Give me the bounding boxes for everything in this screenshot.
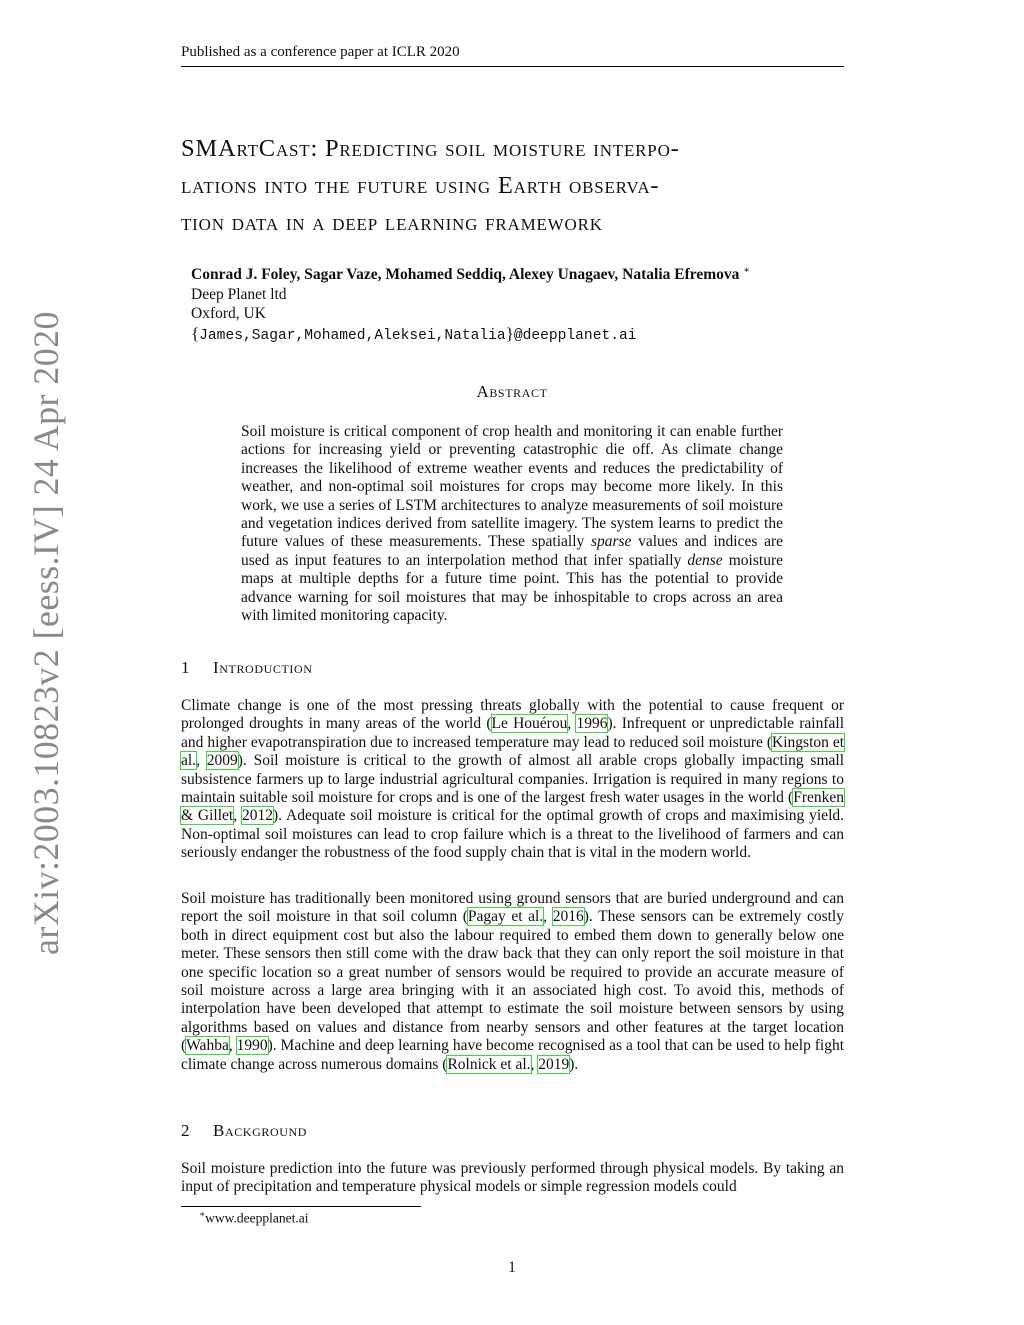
paper-title: [181, 130, 844, 241]
abstract-heading: Abstract: [476, 382, 548, 401]
citation-link[interactable]: 2019: [538, 1055, 570, 1073]
citation-link[interactable]: Pagay et al.: [467, 908, 544, 926]
title-line-3: tion data in a deep learning framework: [181, 209, 603, 236]
citation-link[interactable]: Kingston et al.: [181, 733, 845, 770]
citation-link[interactable]: 1990: [236, 1037, 268, 1055]
author-emails: {James,Sagar,Mohamed,Aleksei,Natalia}@deepplanet.ai: [191, 323, 637, 344]
citation-link[interactable]: Rolnick et al.: [447, 1055, 531, 1073]
intro-paragraph-1: Climate change is one of the most pressing threats globally with the potential to cause frequent or prolonged droughts in many areas of the world (Le Houérou, 1996). Infrequent or unpredictable rainfall and higher evapotranspiration due to increased temperature may lead to reduced soil moisture (Kingston et al., 2009). Soil moisture is critical to the growth of almost all arable crops globally impacting small subsistence farmers up to large industrial agricultural companies. Irrigation is required in many regions to maintain suitable soil moisture for crops and is one of the largest fresh water usages in the world (Frenken & Gillet, 2012). Adequate soil moisture is critical for the optimal growth of crops and maximising yield. Non-optimal soil moistures can lead to crop failure which is a threat to the livelihood of farmers and can seriously endanger the robustness of the food supply chain that is vital in the modern world.: [181, 697, 845, 862]
running-header: Published as a conference paper at ICLR 2020: [181, 44, 844, 67]
citation-link[interactable]: Wahba: [186, 1037, 229, 1055]
citation-link[interactable]: Le Houérou: [491, 715, 568, 733]
page-number: 1: [508, 1259, 516, 1276]
title-line-1: SMArtCast: Predicting soil moisture interpo-: [181, 135, 680, 162]
abstract-text: Soil moisture is critical component of crop health and monitoring it can enable further actions for increasing yield or preventing catastrophic die off. As climate change increases the likelihood of extreme weather events and reduces the predictability of weather, and non-optimal soil moistures for crops may become more likely. In this work, we use a series of LSTM architectures to analyze measurements of soil moisture and vegetation indices derived from satellite imagery. The system learns to predict the future values of these measurements. These spatially sparse values and indices are used as input features to an interpolation method that infer spatially dense moisture maps at multiple depths for a future time point. This has the potential to provide advance warning for soil moistures that may be inhospitable to crops across an area with limited monitoring capacity.: [241, 423, 783, 625]
section-heading-introduction: 1 Introduction: [181, 658, 313, 677]
author-footnote-marker: ∗: [743, 265, 751, 276]
arxiv-identifier[interactable]: arXiv:2003.10823v2 [eess.IV] 24 Apr 2020: [26, 311, 66, 955]
intro-paragraph-2: Soil moisture has traditionally been monitored using ground sensors that are buried underground and can report the soil moisture in that soil column (Pagay et al., 2016). These sensors can be extremely costly both in direct equipment cost but also the labour required to embed them down to generally below one meter. These sensors then still come with the draw back that they can only report the soil moisture in that one specific location so a great number of sensors would be required to provide an accurate measure of soil moisture across a large area bringing with it an associated high cost. To avoid this, methods of interpolation have been developed that attempt to estimate the soil moisture between sensors by using algorithms based on values and distance from nearby sensors and other features at the target location (Wahba, 1990). Machine and deep learning have become recognised as a tool that can be used to help fight climate change across numerous domains (Rolnick et al., 2019).: [181, 890, 844, 1073]
footnote-link[interactable]: www.deepplanet.ai: [205, 1210, 309, 1226]
background-paragraph-1: Soil moisture prediction into the future was previously performed through physical models. By taking an input of precipitation and temperature physical models or simple regression models could: [181, 1160, 844, 1196]
location: Oxford, UK: [191, 305, 266, 323]
title-line-2: lations into the future using Earth observa-: [181, 172, 660, 199]
affiliation: Deep Planet ltd: [191, 285, 287, 303]
citation-link[interactable]: 1996: [576, 715, 608, 733]
citation-link[interactable]: 2012: [241, 807, 273, 825]
footnote-rule: [181, 1206, 421, 1207]
section-heading-background: 2 Background: [181, 1121, 308, 1140]
author-block: [191, 261, 750, 346]
citation-link[interactable]: 2009: [206, 752, 238, 770]
citation-link[interactable]: 2016: [552, 908, 584, 926]
author-names: Conrad J. Foley, Sagar Vaze, Mohamed Seddiq, Alexey Unagaev, Natalia Efremova ∗: [191, 265, 751, 284]
citation-link[interactable]: Frenken & Gillet: [181, 789, 844, 825]
footnote: ∗www.deepplanet.ai: [199, 1209, 309, 1226]
